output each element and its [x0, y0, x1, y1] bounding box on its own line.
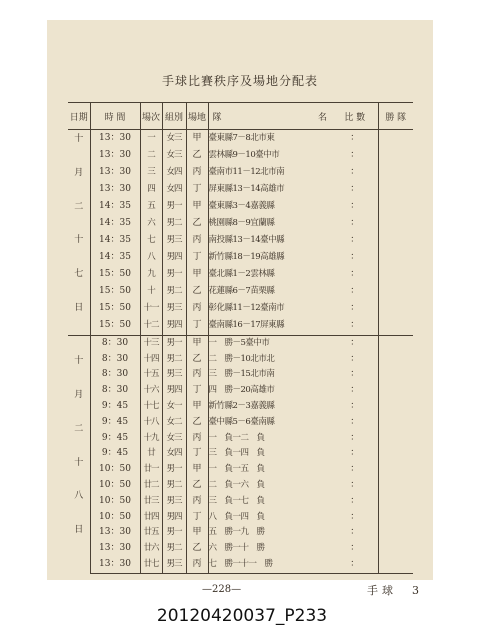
header-team-right: 名 — [317, 112, 327, 123]
cell-winner — [378, 541, 413, 557]
cell-team: 桃園縣8－9宜蘭縣 — [208, 217, 275, 228]
cell-group: 女一 — [162, 399, 186, 415]
cell-team: 臺南市11－12北市南 — [208, 166, 285, 177]
header-score: 比 數 — [332, 103, 378, 130]
table-row — [68, 335, 413, 351]
cell-team: 臺東縣3－4嘉義縣 — [208, 200, 275, 211]
cell-score: ： — [350, 269, 360, 280]
cell-no: 六 — [140, 215, 162, 232]
cell-group: 男一 — [162, 462, 186, 478]
cell-winner — [378, 510, 413, 526]
table-row — [68, 164, 413, 181]
cell-time: 13：30 — [90, 164, 140, 181]
cell-winner — [378, 352, 413, 368]
table-row — [68, 318, 413, 336]
cell-score: ： — [350, 479, 360, 490]
cell-court: 乙 — [186, 478, 208, 494]
cell-time: 8：30 — [90, 367, 140, 383]
table-row — [68, 301, 413, 318]
cell-winner — [378, 249, 413, 266]
cell-time: 14：35 — [90, 198, 140, 215]
cell-no: 八 — [140, 249, 162, 266]
table-row — [68, 147, 413, 164]
cell-time: 13：30 — [90, 541, 140, 557]
cell-no: 廿七 — [140, 557, 162, 573]
page-title: 手球比賽秩序及場地分配表 — [161, 74, 318, 88]
table-row — [68, 266, 413, 283]
cell-time: 9：45 — [90, 399, 140, 415]
cell-no: 十二 — [140, 318, 162, 336]
cell-score: ： — [350, 149, 360, 160]
cell-time: 10：50 — [90, 510, 140, 526]
cell-score: ： — [350, 369, 360, 380]
page-number: —228— — [202, 584, 242, 595]
day-char: 二 — [74, 201, 84, 212]
cell-no: 一 — [140, 130, 162, 148]
cell-group: 男三 — [162, 232, 186, 249]
cell-score: ： — [350, 252, 360, 262]
table-row — [68, 181, 413, 198]
day-char: 十 — [74, 134, 84, 144]
cell-team: 七 勝一十一 勝 — [208, 557, 332, 573]
cell-court: 乙 — [186, 541, 208, 557]
cell-no: 十七 — [140, 399, 162, 415]
cell-group: 男二 — [162, 283, 186, 300]
cell-score: ： — [350, 303, 360, 314]
cell-no: 十 — [140, 283, 162, 300]
cell-no: 九 — [140, 266, 162, 283]
cell-no: 十六 — [140, 383, 162, 399]
cell-score: ： — [350, 543, 360, 554]
cell-winner — [378, 367, 413, 383]
header-time: 時 間 — [90, 103, 140, 130]
cell-score: ： — [350, 495, 360, 506]
table-row — [68, 198, 413, 215]
cell-group: 男四 — [162, 383, 186, 399]
cell-group: 男二 — [162, 541, 186, 557]
table-row — [68, 130, 413, 148]
cell-group: 女三 — [162, 130, 186, 148]
cell-group: 女三 — [162, 147, 186, 164]
cell-score: ： — [350, 432, 360, 443]
cell-group: 男一 — [162, 335, 186, 351]
cell-team: 三 負一七 負 — [208, 495, 265, 506]
cell-team: 新竹縣2－3嘉義縣 — [208, 400, 275, 411]
section-label: 手球 3 — [367, 584, 423, 597]
cell-no: 四 — [140, 181, 162, 198]
day-char: 十 — [74, 356, 84, 367]
cell-court: 甲 — [186, 525, 208, 541]
cell-team: 南投縣13－14臺中縣 — [208, 234, 285, 245]
cell-group: 女四 — [162, 164, 186, 181]
cell-time: 13：30 — [90, 557, 140, 573]
header-winner: 勝 隊 — [378, 103, 413, 130]
cell-no: 廿 — [140, 446, 162, 462]
cell-winner — [378, 215, 413, 232]
cell-group: 女三 — [162, 431, 186, 447]
cell-court: 丙 — [186, 232, 208, 249]
table-row — [68, 399, 413, 415]
cell-court: 丙 — [186, 431, 208, 447]
cell-team: 三 負一四 負 — [208, 448, 265, 459]
cell-court: 甲 — [186, 399, 208, 415]
cell-time: 10：50 — [90, 494, 140, 510]
cell-team: 八 負一四 負 — [208, 511, 265, 522]
schedule-body — [68, 130, 413, 574]
cell-team: 一 勝－5臺中市 — [208, 335, 332, 351]
schedule-table — [68, 102, 413, 574]
table-row — [68, 541, 413, 557]
cell-winner — [378, 446, 413, 462]
cell-time: 10：50 — [90, 462, 140, 478]
cell-winner — [378, 130, 413, 148]
cell-group: 女四 — [162, 181, 186, 198]
table-row — [68, 232, 413, 249]
cell-court: 乙 — [186, 352, 208, 368]
cell-team: 二 負一六 負 — [208, 479, 265, 490]
cell-winner — [378, 415, 413, 431]
cell-team: 臺中縣5－6臺南縣 — [208, 416, 275, 427]
day-char: 二 — [74, 423, 84, 434]
cell-winner — [378, 318, 413, 336]
cell-no: 五 — [140, 198, 162, 215]
cell-time: 14：35 — [90, 215, 140, 232]
cell-score: ： — [350, 166, 360, 177]
cell-winner — [378, 494, 413, 510]
cell-team: 五 勝一九 勝 — [208, 527, 265, 538]
cell-no: 廿五 — [140, 525, 162, 541]
cell-time: 8：30 — [90, 335, 140, 351]
cell-time: 13：30 — [90, 130, 140, 148]
cell-time: 15：50 — [90, 266, 140, 283]
table-row — [68, 462, 413, 478]
cell-time: 14：35 — [90, 249, 140, 266]
cell-court: 丁 — [186, 510, 208, 526]
cell-court: 乙 — [186, 147, 208, 164]
day-char: 日 — [74, 302, 84, 313]
cell-score: ： — [350, 234, 360, 245]
document-page — [47, 20, 433, 597]
cell-winner — [378, 283, 413, 300]
header-team — [208, 103, 332, 130]
cell-team: 四 勝－20高雄市 — [208, 385, 275, 396]
cell-no: 十四 — [140, 352, 162, 368]
cell-court: 丙 — [186, 164, 208, 181]
table-header-row — [68, 103, 413, 130]
cell-score: ： — [350, 416, 360, 427]
cell-time: 8：30 — [90, 352, 140, 368]
day-char: 八 — [74, 491, 84, 502]
cell-no: 十三 — [140, 335, 162, 351]
cell-team: 臺北縣1－2雲林縣 — [208, 269, 275, 280]
cell-court: 丁 — [186, 383, 208, 399]
cell-court: 乙 — [186, 215, 208, 232]
day-char: 月 — [74, 167, 84, 178]
cell-team: 新竹縣18－19高雄縣 — [208, 252, 285, 262]
cell-court: 甲 — [186, 198, 208, 215]
table-row — [68, 494, 413, 510]
cell-time: 15：50 — [90, 283, 140, 300]
table-row — [68, 415, 413, 431]
cell-group: 男二 — [162, 215, 186, 232]
cell-score: ： — [350, 183, 360, 194]
cell-score: ： — [350, 353, 360, 364]
cell-team: 一 負一五 負 — [208, 464, 265, 475]
cell-team: 彰化縣11－12臺南市 — [208, 303, 285, 314]
cell-court: 甲 — [186, 462, 208, 478]
cell-court: 丙 — [186, 494, 208, 510]
cell-group: 男四 — [162, 318, 186, 336]
day-char: 日 — [74, 525, 84, 536]
table-row — [68, 283, 413, 300]
cell-court: 甲 — [186, 130, 208, 148]
table-row — [68, 367, 413, 383]
cell-no: 廿三 — [140, 494, 162, 510]
day-char: 月 — [74, 389, 84, 400]
day-char: 十 — [74, 457, 84, 468]
cell-team: 花蓮縣6－7苗栗縣 — [208, 286, 275, 297]
cell-winner — [378, 557, 413, 573]
cell-time: 13：30 — [90, 147, 140, 164]
cell-time: 13：30 — [90, 181, 140, 198]
cell-group: 男三 — [162, 367, 186, 383]
cell-time: 9：45 — [90, 431, 140, 447]
cell-winner — [378, 198, 413, 215]
cell-group: 女四 — [162, 446, 186, 462]
cell-winner — [378, 147, 413, 164]
cell-winner — [378, 232, 413, 249]
cell-group: 女二 — [162, 415, 186, 431]
cell-team: 屏東縣13－14高雄市 — [208, 183, 285, 194]
cell-winner — [378, 301, 413, 318]
cell-court: 甲 — [186, 335, 208, 351]
cell-winner — [378, 164, 413, 181]
header-day: 日期 — [68, 103, 90, 130]
cell-time: 8：30 — [90, 383, 140, 399]
cell-no: 十九 — [140, 431, 162, 447]
cell-time: 15：50 — [90, 318, 140, 336]
cell-no: 十八 — [140, 415, 162, 431]
day-cell — [68, 130, 90, 336]
cell-no: 三 — [140, 164, 162, 181]
cell-time: 14：35 — [90, 232, 140, 249]
header-team-left: 隊 — [212, 112, 222, 123]
cell-no: 十一 — [140, 301, 162, 318]
day-cell — [68, 335, 90, 573]
table-row — [68, 352, 413, 368]
cell-court: 丙 — [186, 301, 208, 318]
cell-team: 臺東縣7－8北市東 — [208, 132, 275, 143]
cell-court: 丙 — [186, 367, 208, 383]
cell-score: ： — [350, 464, 360, 475]
cell-score: ： — [350, 200, 360, 211]
cell-group: 男一 — [162, 266, 186, 283]
cell-score: ： — [332, 557, 378, 573]
cell-score: ： — [350, 527, 360, 538]
cell-group: 男三 — [162, 557, 186, 573]
table-row — [68, 249, 413, 266]
cell-time: 9：45 — [90, 446, 140, 462]
cell-group: 男三 — [162, 494, 186, 510]
cell-score: ： — [350, 448, 360, 459]
cell-team: 一 負一二 負 — [208, 432, 265, 443]
cell-court: 甲 — [186, 266, 208, 283]
cell-team: 六 勝一十 勝 — [208, 543, 265, 554]
cell-no: 廿六 — [140, 541, 162, 557]
cell-score: ： — [350, 400, 360, 411]
image-caption: 20120420037_P233 — [156, 606, 328, 626]
cell-winner — [378, 478, 413, 494]
cell-score: ： — [350, 511, 360, 522]
cell-time: 10：50 — [90, 478, 140, 494]
cell-group: 男二 — [162, 352, 186, 368]
cell-no: 廿一 — [140, 462, 162, 478]
cell-score: ： — [350, 217, 360, 228]
header-group: 組別 — [162, 103, 186, 130]
cell-winner — [378, 462, 413, 478]
day-char: 七 — [74, 269, 84, 280]
cell-team: 臺南縣16－17屏東縣 — [208, 320, 285, 331]
cell-winner — [378, 525, 413, 541]
cell-court: 丁 — [186, 249, 208, 266]
table-row — [68, 383, 413, 399]
table-row — [68, 557, 413, 573]
cell-group: 男二 — [162, 478, 186, 494]
cell-group: 男四 — [162, 510, 186, 526]
cell-winner — [378, 383, 413, 399]
cell-winner — [378, 266, 413, 283]
cell-court: 丙 — [186, 557, 208, 573]
cell-group: 男三 — [162, 301, 186, 318]
cell-team: 二 勝－10北市北 — [208, 353, 275, 364]
cell-time: 13：30 — [90, 525, 140, 541]
cell-score: ： — [350, 286, 360, 297]
table-row — [68, 478, 413, 494]
cell-score: ： — [350, 320, 360, 331]
cell-group: 男一 — [162, 525, 186, 541]
cell-no: 廿二 — [140, 478, 162, 494]
header-court: 場地 — [186, 103, 208, 130]
cell-no: 七 — [140, 232, 162, 249]
table-row — [68, 525, 413, 541]
day-char: 十 — [74, 235, 84, 246]
cell-team: 雲林縣9－10臺中市 — [208, 149, 280, 160]
cell-court: 丁 — [186, 318, 208, 336]
cell-score: ： — [350, 385, 360, 396]
cell-no: 二 — [140, 147, 162, 164]
cell-winner — [378, 181, 413, 198]
cell-group: 男四 — [162, 249, 186, 266]
cell-winner — [378, 335, 413, 351]
cell-score: ： — [332, 335, 378, 351]
cell-time: 15：50 — [90, 301, 140, 318]
cell-court: 丁 — [186, 181, 208, 198]
header-no: 場次 — [140, 103, 162, 130]
cell-winner — [378, 399, 413, 415]
cell-no: 十五 — [140, 367, 162, 383]
cell-no: 廿四 — [140, 510, 162, 526]
table-row — [68, 510, 413, 526]
cell-court: 乙 — [186, 283, 208, 300]
table-row — [68, 446, 413, 462]
cell-winner — [378, 431, 413, 447]
cell-court: 丁 — [186, 446, 208, 462]
table-row — [68, 431, 413, 447]
cell-team: 三 勝－15北市南 — [208, 369, 275, 380]
table-row — [68, 215, 413, 232]
cell-time: 9：45 — [90, 415, 140, 431]
cell-group: 男一 — [162, 198, 186, 215]
cell-score: ： — [350, 132, 360, 143]
cell-court: 乙 — [186, 415, 208, 431]
